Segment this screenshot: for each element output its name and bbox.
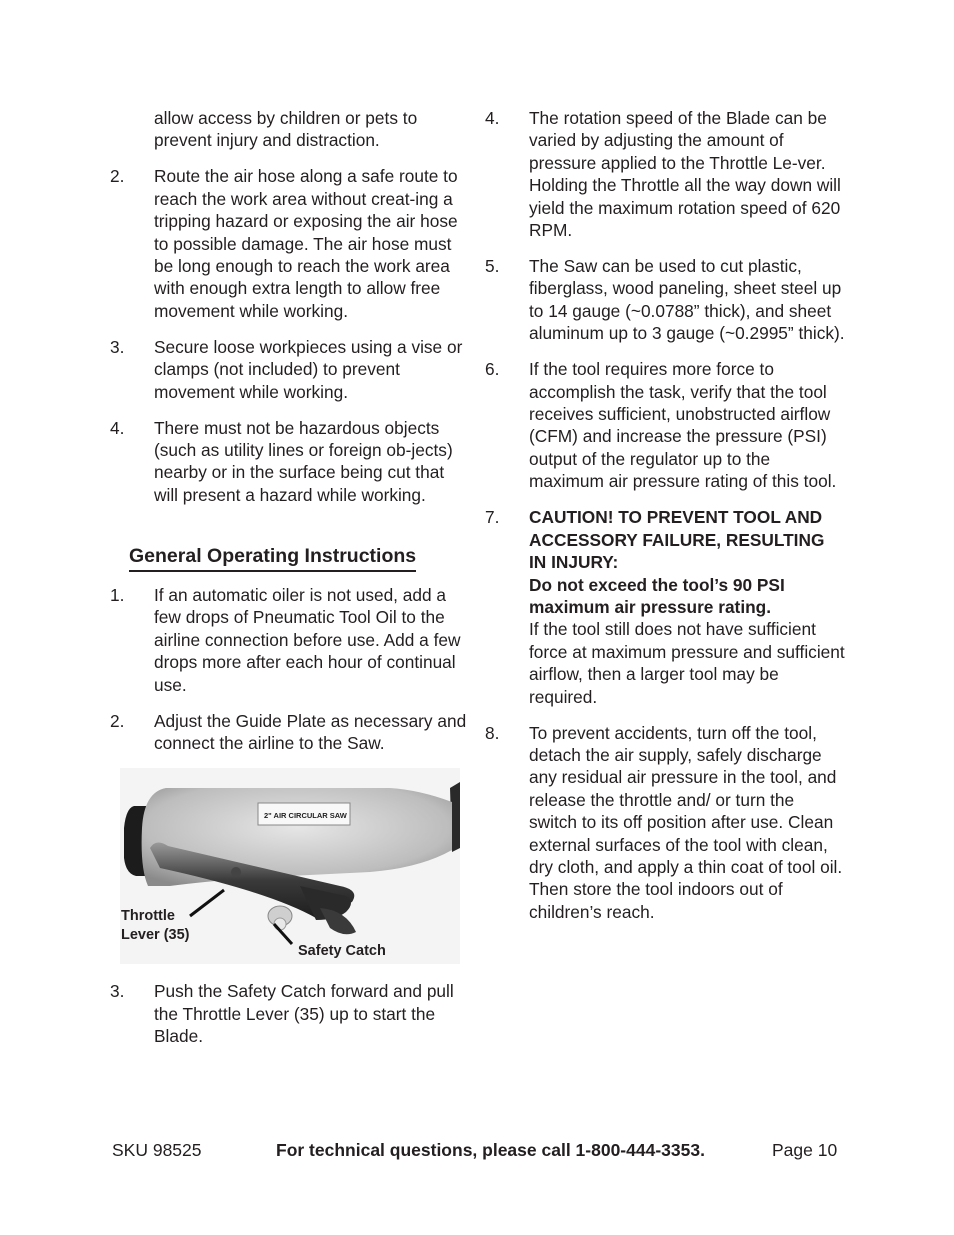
list-item-text: Push the Safety Catch forward and pull the Throttle Lever (35) up to start the Blade. [154, 981, 454, 1047]
list-item-number: 2. [110, 710, 125, 731]
list-item [110, 710, 470, 755]
list-item [485, 255, 845, 345]
list-item-number: 2. [110, 166, 125, 187]
list-item [485, 107, 845, 241]
tool-photo [120, 768, 460, 964]
list-item-number: 5. [485, 256, 500, 277]
footer-sku: SKU 98525 [112, 1140, 202, 1160]
list-item [110, 336, 470, 403]
list-item-continuation [110, 107, 470, 152]
section-heading: General Operating Instructions [129, 544, 416, 572]
list-item-number: 1. [110, 584, 125, 605]
list-item-number: 6. [485, 359, 500, 380]
right-column [485, 107, 845, 937]
throttle-lever-caption-line1: Throttle [121, 908, 175, 925]
list-item-text: Secure loose workpieces using a vise or clamps (not included) to prevent movement while working. [154, 336, 463, 402]
list-item [110, 165, 470, 322]
list-item-text: To prevent accidents, turn off the tool, detach the air supply, safely discharge any residual air pressure in the tool, and release the throttle and/ or turn the switch to its off position after use. Clean external surfaces of the tool with clean, dry cloth, and apply a thin coat of tool oil. Then store the tool indoors out of children’s reach. [529, 722, 843, 922]
list-item [110, 584, 470, 696]
list-item-text: allow access by children or pets to prevent injury and distraction. [154, 108, 418, 151]
list-item-text: If an automatic oiler is not used, add a few drops of Pneumatic Tool Oil to the airline connection before use. Add a few drops more after each hour of continual use. [154, 584, 461, 695]
list-item-text: Route the air hose along a safe route to reach the work area without creat-ing a tripping hazard or exposing the air hose to possible damage. The air hose must be long enough to reach the work area with enough extra length to allow free movement while working. [154, 166, 458, 321]
list-item-text: If the tool requires more force to accomplish the task, verify that the tool receives sufficient, unobstructed airflow (CFM) and increase the pressure (PSI) output of the regulator up to the maximum air pressure rating of this tool. [529, 359, 837, 492]
list-item [110, 980, 470, 1047]
list-item [485, 722, 845, 924]
list-item-number: 3. [110, 981, 125, 1002]
tool-label: 2" AIR CIRCULAR SAW [264, 811, 347, 821]
list-item-number: 8. [485, 722, 500, 743]
list-item-number: 3. [110, 336, 125, 357]
caution-text: If the tool still does not have sufficient force at maximum pressure and sufficient airflow, then a larger tool may be required. [529, 619, 845, 707]
list-item-number: 4. [485, 108, 500, 128]
list-item-text: The Saw can be used to cut plastic, fiberglass, wood paneling, sheet steel up to 14 gauge (~0.0788” thick), and sheet aluminum up to 3 gauge (~0.2995” thick). [529, 256, 845, 344]
throttle-lever-caption [121, 907, 190, 945]
caution-item [485, 506, 845, 708]
safety-catch-caption: Safety Catch [298, 943, 386, 960]
footer-tech-support: For technical questions, please call 1-800-444-3353. [276, 1140, 705, 1160]
list-item-text: The rotation speed of the Blade can be varied by adjusting the amount of pressure applied to the Throttle Le-ver. Holding the Throttle all the way down will yield the maximum rotation speed of 620 RPM. [529, 108, 841, 241]
list-item [485, 358, 845, 492]
list-item-number: 7. [485, 507, 500, 528]
caution-heading: CAUTION! TO PREVENT TOOL AND ACCESSORY FAILURE, RESULTING IN INJURY: [529, 507, 825, 573]
list-item [110, 417, 470, 507]
throttle-lever-caption-line2: Lever (35) [121, 927, 190, 944]
list-item-text: Adjust the Guide Plate as necessary and connect the airline to the Saw. [154, 710, 467, 753]
left-column [110, 107, 470, 1061]
list-item-text: There must not be hazardous objects (such as utility lines or foreign ob-jects) nearby or in the surface being cut that will present a hazard while working. [154, 417, 453, 505]
caution-warning: Do not exceed the tool’s 90 PSI maximum air pressure rating. [529, 574, 785, 617]
list-item-number: 4. [110, 417, 125, 438]
footer-page-number: Page 10 [772, 1140, 838, 1160]
